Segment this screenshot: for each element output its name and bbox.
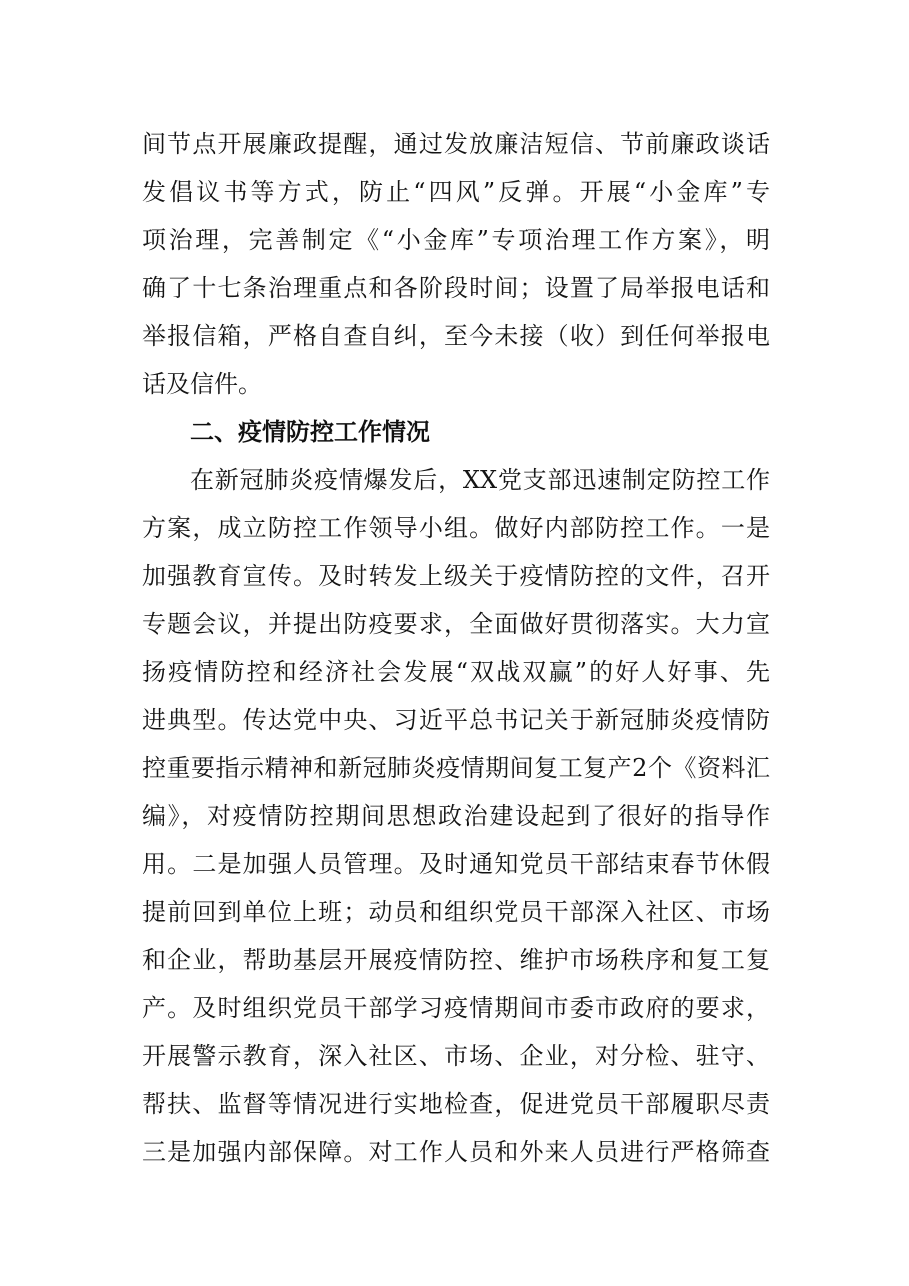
paragraph-line: 进典型。传达党中央、习近平总书记关于新冠肺炎疫情防 bbox=[142, 706, 770, 734]
paragraph-line: 加强教育宣传。及时转发上级关于疫情防控的文件，召开 bbox=[142, 562, 770, 590]
paragraph-line: 方案，成立防控工作领导小组。做好内部防控工作。一是 bbox=[142, 514, 770, 542]
paragraph-line: 间节点开展廉政提醒，通过发放廉洁短信、节前廉政谈话 bbox=[142, 130, 770, 158]
section-heading: 二、疫情防控工作情况 bbox=[190, 418, 430, 446]
paragraph-line: 在新冠肺炎疫情爆发后，XX党支部迅速制定防控工作 bbox=[190, 466, 770, 494]
paragraph-line: 项治理，完善制定《“小金库”专项治理工作方案》，明 bbox=[142, 226, 770, 254]
paragraph-line: 编》，对疫情防控期间思想政治建设起到了很好的指导作 bbox=[142, 802, 770, 830]
paragraph-line: 控重要指示精神和新冠肺炎疫情期间复工复产2个《资料汇 bbox=[142, 754, 770, 782]
paragraph-line: 用。二是加强人员管理。及时通知党员干部结束春节休假 bbox=[142, 850, 770, 878]
paragraph-line: 话及信件。 bbox=[142, 370, 262, 398]
paragraph-line: 和企业，帮助基层开展疫情防控、维护市场秩序和复工复 bbox=[142, 946, 770, 974]
paragraph-line: 提前回到单位上班；动员和组织党员干部深入社区、市场 bbox=[142, 898, 770, 926]
paragraph-line: 开展警示教育，深入社区、市场、企业，对分检、驻守、 bbox=[142, 1042, 770, 1070]
paragraph-line: 三是加强内部保障。对工作人员和外来人员进行严格筛查 bbox=[142, 1138, 770, 1166]
paragraph-line: 举报信箱，严格自查自纠，至今未接（收）到任何举报电 bbox=[142, 322, 770, 350]
paragraph-line: 确了十七条治理重点和各阶段时间；设置了局举报电话和 bbox=[142, 274, 770, 302]
paragraph-line: 发倡议书等方式，防止“四风”反弹。开展“小金库”专 bbox=[142, 178, 770, 206]
paragraph-line: 帮扶、监督等情况进行实地检查，促进党员干部履职尽责 bbox=[142, 1090, 770, 1118]
paragraph-line: 扬疫情防控和经济社会发展“双战双赢”的好人好事、先 bbox=[142, 658, 770, 686]
paragraph-line: 专题会议，并提出防疫要求，全面做好贯彻落实。大力宣 bbox=[142, 610, 770, 638]
paragraph-line: 产。及时组织党员干部学习疫情期间市委市政府的要求， bbox=[142, 994, 770, 1022]
